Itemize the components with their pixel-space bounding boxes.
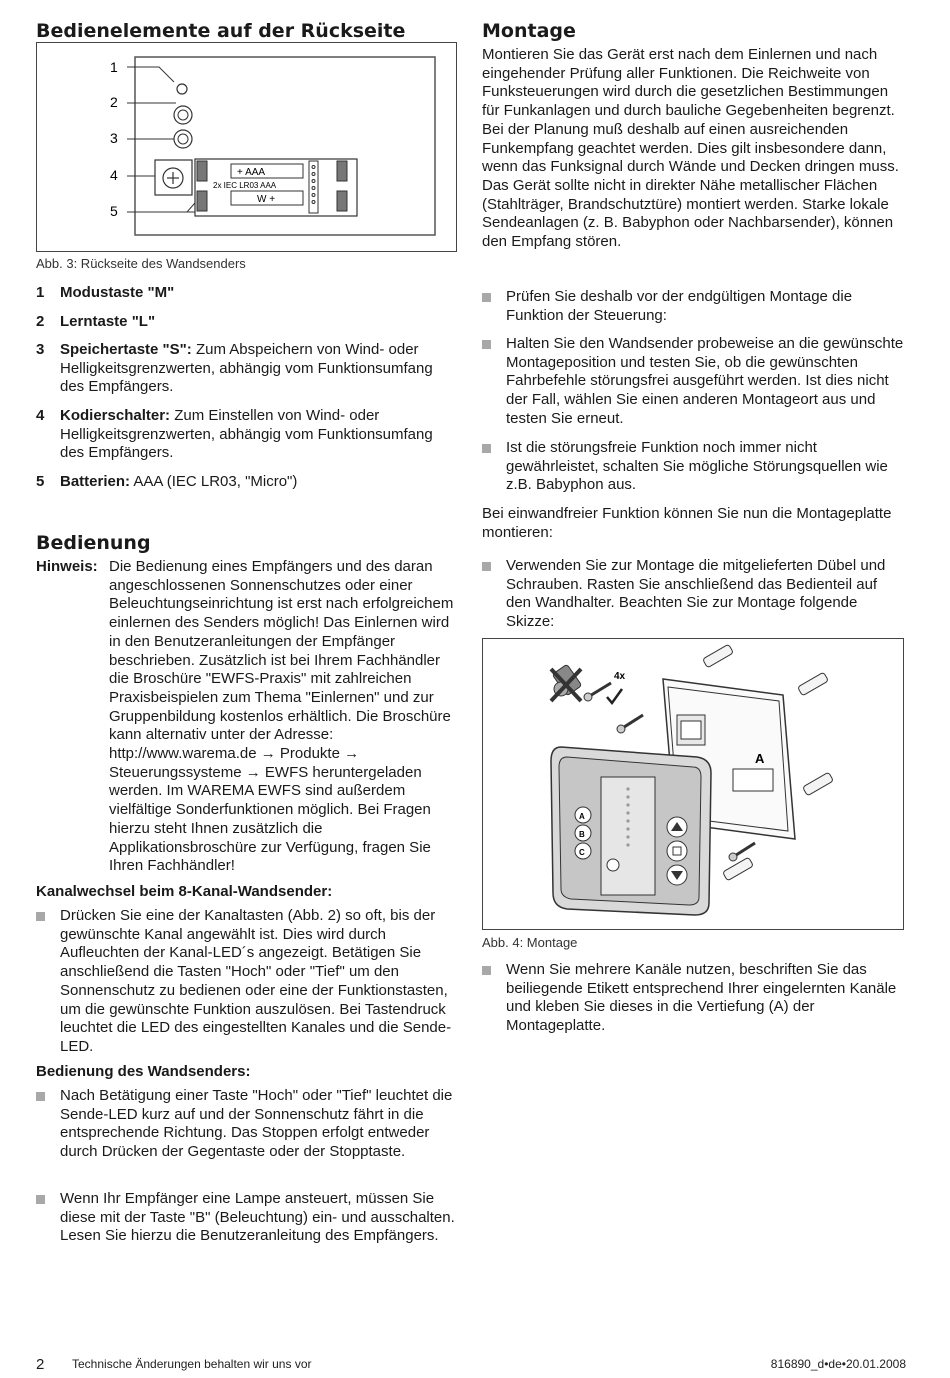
bullet-square-icon [482,293,491,302]
list-item: Drücken Sie eine der Kanaltasten (Abb. 2) so oft, bis der gewünschte Kanal angewählt ist. Dies wird durch Aufleuchten der Kanal-LED´s angezeigt. Betätigen Sie anschließend die Tasten "Hoch" oder "Tief" um den Sonnenschutz zu bedienen oder eine der Funktionstasten, um die gewünschte Funktion auszulösen. Bei Tastendruck leuchtet die LED des eingestellten Kanales und die Sende-LED. [36,907,457,1057]
button-c-label: C [579,848,585,857]
note-label: Hinweis: [36,558,98,575]
battery-polarity: W + [257,194,276,205]
bullet-square-icon [482,340,491,349]
label-3: 3 [110,130,118,146]
bullet-square-icon [482,562,491,571]
label-1: 1 [110,59,118,75]
bullet-square-icon [36,1195,45,1204]
list-item: Halten Sie den Wandsender probeweise an die gewünschte Montageposition und testen Sie, ob die gewünschten Fahrbefehle störungsfrei ausgeführt werden. Ist dies nicht der Fall, wählen Sie einen anderen Montageort aus und testen Sie erneut. [482,335,906,429]
note-block [36,558,457,876]
back-side-illustration [37,43,456,251]
figure-back-side [36,42,457,252]
battery-label-top: + AAA [237,167,266,178]
bullet-square-icon [36,912,45,921]
mounting-intro: Montieren Sie das Gerät erst nach dem Einlernen und nach eingehender Prüfung aller Funktionen. Die Reichweite von Funksteuerungen wird durch die gesetzlichen Bestimmungen für Funkanlagen und durch bauliche Gegebenheiten begrenzt. Bei der Planung muß deshalb auf einen ausreichenden Funkempfang geachtet werden. Dies gilt insbesondere dann, wenn das Funksignal durch Wände und Decken dringen muss. Das Gerät sollte nicht in direkter Nähe metallischer Flächen (Stahlträger, Brandschutztüre) montiert werden. Starke lokale Sendeanlagen (z. B. Babyphon oder Nachbarsender), können den Empfang stören. [482,46,899,251]
learn-button-icon [174,106,192,124]
list-item: Nach Betätigung einer Taste "Hoch" oder "Tief" leuchtet die Sende-LED kurz auf und der Sonnenschutz fährt in die entsprechende Richtung. Das Stoppen erfolgt entweder durch Drücken der Gegentaste oder der Stopptaste. [36,1087,457,1162]
recess-label: A [755,751,765,766]
figure-mounting [482,638,904,930]
count-label: 4x [614,671,626,682]
page-number: 2 [36,1356,45,1373]
subheading-channel-change: Kanalwechsel beim 8-Kanal-Wandsender: [36,883,333,900]
heading-mounting: Montage [482,20,576,42]
list-item: Prüfen Sie deshalb vor der endgültigen Montage die Funktion der Steuerung: [482,288,906,325]
label-4: 4 [110,167,118,183]
bullet-square-icon [482,444,491,453]
subheading-operation-sender: Bedienung des Wandsenders: [36,1063,251,1080]
list-item: Wenn Sie mehrere Kanäle nutzen, beschriften Sie das beiliegende Etikett entsprechend Ihrer eingelernten Kanäle und kleben Sie dieses in die Vertiefung (A) der Montageplatte. [482,961,906,1036]
bullet-square-icon [482,966,491,975]
footer-note: Technische Änderungen behalten wir uns vor [72,1357,312,1371]
button-b-label: B [579,830,585,839]
note-text: Die Bedienung eines Empfängers und des daran angeschlossenen Sonnenschutzes oder einer Beleuchtungseinrichtung ist erst nach erfolgreichem einlernen des Senders möglich! Das Einlernen wird in den Benutzeranleitungen der Empfänger beschrieben. Zusätzlich ist bei Ihrem Fachhändler die Broschüre "EWFS-Praxis" mit zahlreichen Praxisbeispielen zum Thema "Einlernen" und zur Gruppenbildung kostenlos erhältlich. Die Broschüre kann alternativ unter der Adresse: http://www.warema.de → Produkte → Steuerungssysteme → EWFS heruntergeladen werden. Im WAREMA EWFS sind außerdem vielfältige Sonderfunktionen möglich. Bei Fragen hierzu steht Ihnen zusätzlich die Applikationsbroschüre zur Verfügung, fragen Sie Ihren Fachhändler! [109,558,454,875]
list-item: 5 Batterien: AAA (IEC LR03, "Micro") [36,473,298,490]
list-item: Verwenden Sie zur Montage die mitgelieferten Dübel und Schrauben. Rasten Sie anschließend das Bedienteil auf den Wandhalter. Beachten Sie zur Montage folgende Skizze: [482,557,906,632]
figure-4-caption: Abb. 4: Montage [482,935,578,950]
list-item: Ist die störungsfreie Funktion noch immer nicht gewährleistet, schalten Sie mögliche Störungsquellen wie z.B. Babyphon aus. [482,439,906,495]
wall-transmitter [551,747,711,915]
list-item: 1 Modustaste "M" [36,284,175,301]
mounting-para: Bei einwandfreier Funktion können Sie nun die Montageplatte montieren: [482,505,892,541]
label-5: 5 [110,203,118,219]
checkmark-icon [607,689,622,703]
heading-back-controls: Bedienelemente auf der Rückseite [36,20,406,42]
figure-3-caption: Abb. 3: Rückseite des Wandsenders [36,256,246,271]
list-item: Wenn Ihr Empfänger eine Lampe ansteuert, müssen Sie diese mit der Taste "B" (Beleuchtung) ein- und ausschalten. Lesen Sie hierzu die Benutzeranleitung des Empfängers. [36,1190,457,1246]
button-a-label: A [579,812,585,821]
document-id: 816890_d•de•20.01.2008 [770,1357,906,1371]
list-item: 2 Lerntaste "L" [36,313,156,330]
battery-label-mid: 2x IEC LR03 AAA [213,181,277,190]
store-button-icon [174,130,192,148]
list-item: 4 Kodierschalter: Zum Einstellen von Wind- oder Helligkeitsgrenzwerten, abhängig vom Funktionsumfang des Empfängers. [36,407,433,462]
no-drill-icon [551,664,582,701]
mounting-illustration [483,639,903,929]
mode-button-icon [177,84,187,94]
list-item: 3 Speichertaste "S": Zum Abspeichern von Wind- oder Helligkeitsgrenzwerten, abhängig vom Funktionsumfang des Empfängers. [36,341,433,396]
bullet-square-icon [36,1092,45,1101]
label-2: 2 [110,94,118,110]
heading-operation: Bedienung [36,532,151,554]
